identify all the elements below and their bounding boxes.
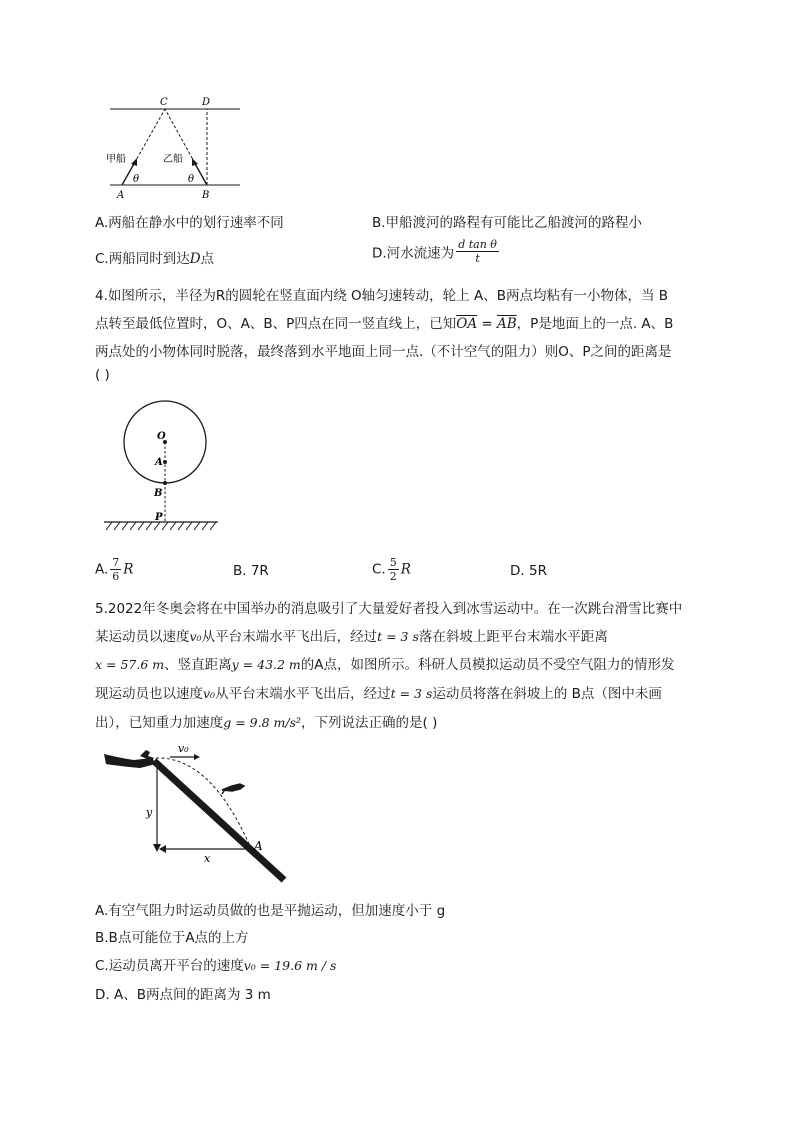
q5-distance-y: y = 43.2 m [231,657,301,672]
q5-line-4 [95,682,662,702]
fig3-label-v0: v₀ [178,742,189,755]
slope [154,761,284,880]
q5-line-5-pre: 出），已知重力加速度 [95,715,224,731]
q5-line-4-post: 运动员将落在斜坡上的 B点（图中未画 [432,686,662,702]
river-crossing-figure [100,92,250,202]
fig3-label-y: y [146,806,153,819]
q4-option-a-post: R [123,561,134,578]
q4-line-2 [95,312,673,332]
fig2-label-o: O [157,431,166,442]
q3-option-c-var: D [189,251,201,267]
theta-left-label: θ [133,174,140,185]
q5-velocity-v0-2: v₀ [203,686,216,701]
q4-option-b: B. 7R [233,563,269,579]
fig1-label-a: A [117,190,125,201]
q5-option-d: D. A、B两点间的距离为 3 m [95,987,271,1003]
arrow-jia-head [131,158,137,166]
q4-line-1: 4.如图所示，半径为R的圆轮在竖直面内绕 O轴匀速转动，轮上 A、B两点均粘有一小物体，当 B [95,288,669,304]
x-arrow-head [159,845,166,853]
q3-option-c-post: 点 [200,251,215,267]
boat-yi-label: 乙船 [163,154,183,165]
q4-option-a-denominator: 6 [112,570,120,583]
ski-jumper-in-air [222,784,244,794]
q3-option-d-numerator: d tan θ [458,238,497,251]
q3-option-b: B.甲船渡河的路程有可能比乙船渡河的路程小 [372,215,643,231]
fig1-label-c: C [160,97,168,108]
fig3-label-a: A [254,839,263,853]
q3-option-c-pre: C.两船同时到达 [95,251,190,267]
q3-option-d [372,238,501,265]
q5-line-3 [95,653,675,673]
q5-time-t: t = 3 s [377,629,419,644]
q4-segment-ab: $\overline{AB}$ [497,316,517,332]
q4-line-2-pre: 点转至最低位置时，O、A、B、P四点在同一竖直线上，已知 [95,316,457,332]
q5-line-1: 5.2022年冬奥会将在中国举办的消息吸引了大量爱好者投入到冰雪运动中。在一次跳台滑雪比赛中 [95,601,683,617]
theta-right-label: θ [188,174,195,185]
ski-jump-figure [100,742,300,887]
fig2-label-p: P [155,512,163,523]
q5-line-5-post: ，下列说法正确的是( ) [301,715,438,731]
q4-option-c-post: R [400,561,411,578]
q4-option-a-pre: A. [95,561,109,578]
q5-distance-x: x = 57.6 m [95,657,165,672]
q5-line-2-pre: 某运动员以速度 [95,629,190,645]
q5-line-3-mid: 、竖直距离 [164,657,232,673]
q3-option-d-pre: D.河水流速为 [372,245,455,262]
fig2-label-a: A [155,457,163,468]
wheel-figure [100,400,230,540]
q5-option-c-pre: C.运动员离开平台的速度 [95,958,244,974]
fig1-label-d: D [202,97,211,108]
q3-option-c [95,247,214,267]
q4-option-c-numerator: 5 [389,556,397,569]
q4-option-d: D. 5R [510,563,547,579]
q4-option-c [372,556,411,583]
q5-line-4-mid: 从平台末端水平飞出后，经过 [215,686,391,702]
q5-line-5 [95,711,437,731]
q5-option-a: A.有空气阻力时运动员做的也是平抛运动，但加速度小于 g [95,903,446,919]
q3-option-a: A.两船在静水中的划行速率不同 [95,215,284,231]
point-a [163,460,167,464]
q4-equals: = [477,316,497,332]
v0-arrow-head [194,754,200,760]
q4-option-c-pre: C. [372,561,386,578]
fig1-label-b: B [202,190,210,201]
q5-line-4-pre: 现运动员也以速度 [95,686,203,702]
q4-line-2-post: ，P是地面上的一点. A、B [516,316,674,332]
q5-line-2-mid: 从平台末端水平飞出后，经过 [201,629,378,645]
fig2-label-b: B [154,488,163,499]
q5-velocity-v0: v₀ [189,629,202,644]
q5-line-2 [95,625,608,645]
q4-option-c-denominator: 2 [389,570,397,583]
ground-hatching [106,522,216,530]
q5-option-c-math: v₀ = 19.6 m / s [243,958,337,973]
q5-option-c [95,954,336,974]
fig3-label-x: x [204,852,211,865]
q3-option-d-denominator: t [475,252,480,265]
arrow-yi [194,162,207,185]
q5-gravity-g: g = 9.8 m/s² [223,715,302,730]
q4-option-a-fraction [110,556,121,583]
q4-segment-oa: $\overline{OA}$ [456,316,478,332]
q4-option-a-numerator: 7 [112,556,120,569]
q4-line-3: 两点处的小物体同时脱落，最终落到水平地面上同一点.（不计空气的阻力）则O、P之间的距离是 [95,344,672,360]
q5-time-t-2: t = 3 s [390,686,433,701]
q5-line-2-post: 落在斜坡上距平台末端水平距离 [418,629,608,645]
q4-option-c-fraction [388,556,399,583]
q4-option-a [95,556,133,583]
y-arrow-head [153,844,161,852]
boat-jia-label: 甲船 [106,154,126,165]
point-b [163,481,167,485]
q5-line-3-post: 的A点，如图所示。科研人员模拟运动员不受空气阻力的情形发 [300,657,675,673]
q3-option-d-fraction [456,238,499,265]
q4-line-4: ( ) [95,367,110,383]
q5-option-b: B.B点可能位于A点的上方 [95,930,249,946]
arrow-yi-head [192,158,198,166]
